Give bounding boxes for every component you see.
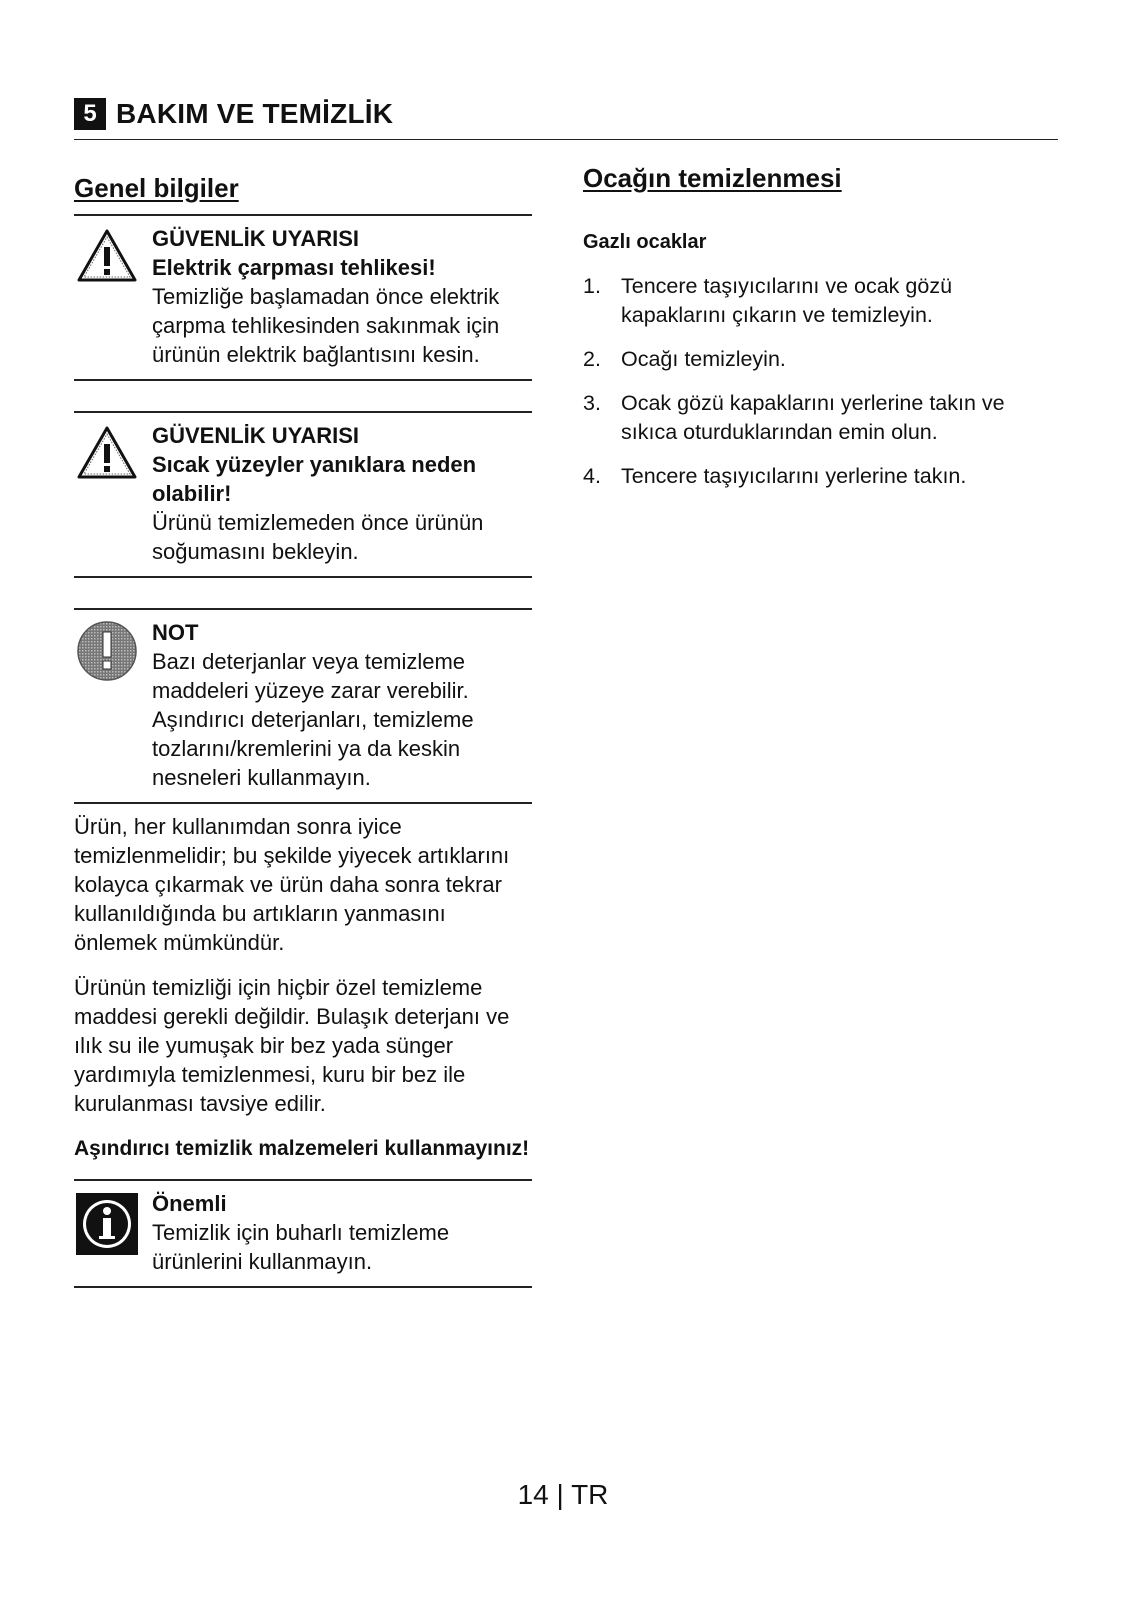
chapter-number: 5 — [74, 98, 106, 130]
list-item: 1. Tencere taşıyıcılarını ve ocak gözü kapaklarını çıkarın ve temizleyin. — [583, 274, 953, 327]
note-heading: NOT — [152, 620, 199, 645]
list-item: 2. Ocağı temizleyin. — [583, 347, 786, 371]
page-number: 14 | TR — [517, 1479, 609, 1510]
list-item: 4. Tencere taşıyıcılarını yerlerine takın. — [583, 464, 967, 488]
exclamation-circle-icon — [76, 620, 138, 682]
paragraph-cleaning-after-use: Ürün, her kullanımdan sonra iyice temizlenmelidir; bu şekilde yiyecek artıklarını kolayca çıkarmak ve ürün daha sonra tekrar kullanıldığında bu artıkların yanmasını önlemek mümkündür. — [74, 814, 510, 955]
warning-heading: GÜVENLİK UYARISI — [152, 423, 360, 448]
section-title-hob-cleaning: Ocağın temizlenmesi — [583, 163, 842, 193]
safety-warning-hot-surface — [74, 411, 532, 578]
warning-subheading: Sıcak yüzeyler yanıklara neden olabilir! — [152, 452, 477, 506]
warning-triangle-icon — [76, 425, 138, 481]
safety-warning-electric — [74, 214, 532, 381]
important-heading: Önemli — [152, 1191, 227, 1216]
subheading-gas-hobs: Gazlı ocaklar — [583, 231, 707, 253]
warning-text: Temizliğe başlamadan önce elektrik çarpma tehlikesinden sakınmak için ürünün elektrik bağlantısını kesin. — [152, 284, 500, 367]
warning-heading: GÜVENLİK UYARISI — [152, 226, 360, 251]
warning-triangle-icon — [76, 228, 138, 284]
note-text: Bazı deterjanlar veya temizleme maddeleri yüzeye zarar verebilir. Aşındırıcı deterjanları, temizleme tozlarını/kremlerini ya da keskin nesneleri kullanmayın. — [152, 649, 474, 790]
abrasive-warning: Aşındırıcı temizlik malzemeleri kullanmayınız! — [74, 1137, 530, 1160]
list-item: 3. Ocak gözü kapaklarını yerlerine takın ve sıkıca oturduklarından emin olun. — [583, 391, 1005, 444]
chapter-title: BAKIM VE TEMİZLİK — [116, 98, 394, 129]
important-text: Temizlik için buharlı temizleme ürünlerini kullanmayın. — [152, 1220, 450, 1274]
section-title-general: Genel bilgiler — [74, 173, 239, 203]
important-box — [74, 1179, 532, 1288]
chapter-header — [74, 96, 1058, 140]
warning-subheading: Elektrik çarpması tehlikesi! — [152, 255, 436, 280]
paragraph-cleaning-method: Ürünün temizliği için hiçbir özel temizleme maddesi gerekli değildir. Bulaşık deterjanı ve ılık su ile yumuşak bir bez yada sünger yardımıyla temizlenmesi, kuru bir bez ile kurulanması tavsiye edilir. — [74, 975, 510, 1116]
cleaning-steps-list — [583, 272, 1053, 491]
info-icon — [76, 1193, 138, 1255]
warning-text: Ürünü temizlemeden önce ürünün soğumasını bekleyin. — [152, 510, 484, 564]
right-column — [583, 160, 1053, 506]
note-box — [74, 608, 532, 804]
left-column — [74, 170, 532, 1288]
